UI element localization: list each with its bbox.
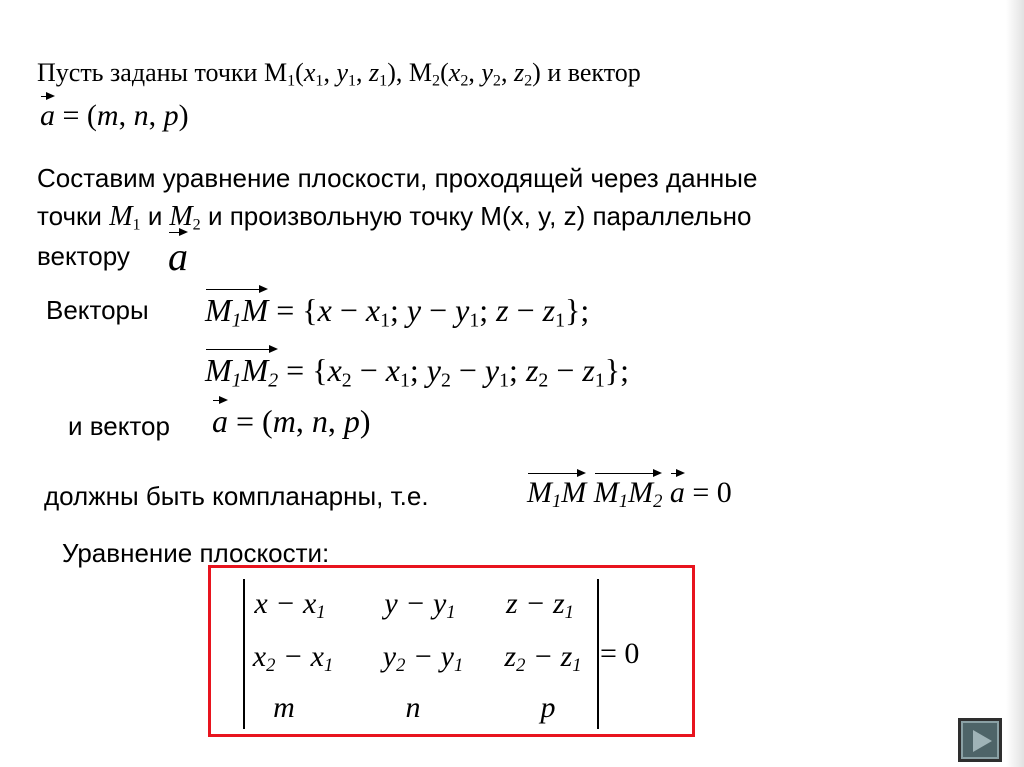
paragraph-line-3: вектору: [37, 241, 130, 271]
paragraph-arbitrary-point: и произвольную точку М(x, y, z) параллельно: [207, 201, 752, 231]
paragraph-and-word: и: [147, 201, 163, 231]
point-m2: $M_2(x_2$, $y_2$, $z_2$): [408, 58, 541, 90]
det-cell-1-3: $z - z_1$: [506, 587, 574, 624]
next-slide-button[interactable]: [958, 718, 1002, 762]
plane-equation-label: Уравнение плоскости:: [62, 538, 330, 568]
det-cell-3-3: p: [540, 691, 556, 724]
paragraph-line-2: точки $M_1$ и $M_2$ и произвольную точку М(x, y, z) параллельно: [37, 201, 752, 234]
intro-line: [37, 55, 641, 91]
play-triangle-icon: [973, 730, 992, 752]
det-cell-2-2: $y_2 - y_1$: [382, 640, 464, 677]
vector-m1m2-equation: $M_1M_2 = \{x_2 - x_1$; $y_2 - y_1$; $z_2 - z_1$};: [205, 352, 629, 392]
det-cell-2-3: $z_2 - z_1$: [504, 640, 582, 677]
point-m1: $M_1(x_1$, $y_1$, $z_1$),: [263, 58, 403, 90]
vector-a-equation: a = (m, n, p): [212, 403, 371, 439]
det-cell-3-2: n: [405, 691, 421, 724]
vector-a-definition: a = (m, n, p): [40, 99, 189, 132]
intro-text-start: Пусть заданы точки: [37, 58, 264, 87]
vector-a-symbol: a: [168, 234, 188, 279]
paragraph-line-1: Составим уравнение плоскости, проходящей через данные: [37, 163, 758, 193]
det-cell-1-2: $y - y_1$: [384, 587, 456, 624]
paragraph-points-word: точки: [37, 201, 102, 231]
intro-text-end: и вектор: [540, 58, 641, 87]
vector-m1m-equation: $M_1M = \{x - x_1$; $y - y_1$; $z - z_1$};: [205, 292, 590, 332]
mixed-product-equation: $M_1M$ $M_1M_2$ a = 0: [527, 476, 732, 513]
det-cell-3-1: m: [273, 691, 295, 724]
and-vector-label: и вектор: [68, 411, 170, 441]
slide-edge-shadow: [1006, 0, 1024, 767]
determinant: [243, 579, 599, 729]
det-cell-2-1: $x_2 - x_1$: [252, 640, 334, 677]
det-cell-1-1: $x - x_1$: [254, 587, 326, 624]
vectors-label: Векторы: [46, 295, 149, 325]
coplanar-label: должны быть компланарны, т.е.: [44, 481, 429, 511]
determinant-equals-zero: = 0: [600, 637, 640, 670]
